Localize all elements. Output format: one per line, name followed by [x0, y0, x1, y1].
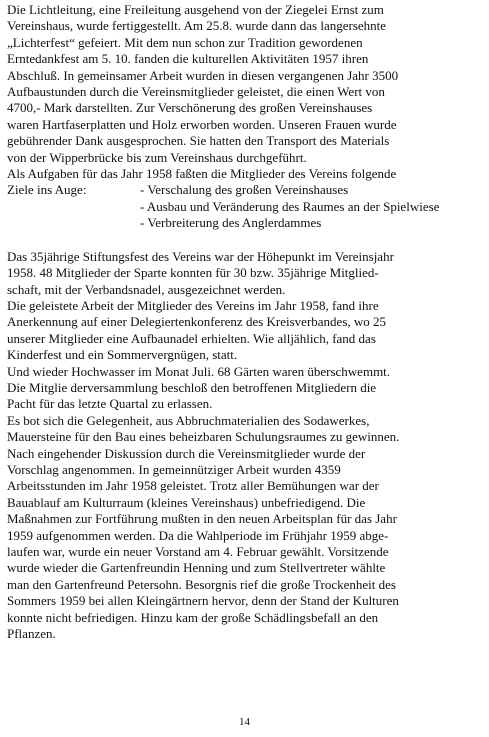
text-line: Vorschlag angenommen. In gemeinnütziger Arbeit wurden 4359	[7, 461, 341, 477]
text-line: Es bot sich die Gelegenheit, aus Abbruchmaterialien des Sodawerkes,	[7, 412, 370, 428]
goal-row-1	[7, 182, 475, 198]
text-line: waren Hartfaserplatten und Holz erworben worden. Unseren Frauen wurde	[7, 116, 397, 132]
text-line: Abschluß. In gemeinsamer Arbeit wurden in diesen vergangenen Jahr 3500	[7, 67, 399, 83]
text-line: Erntedankfest am 5. 10. fanden die kulturellen Aktivitäten 1957 ihren	[7, 51, 369, 67]
text-line: gebührender Dank ausgesprochen. Sie hatten den Transport des Materials	[7, 133, 390, 149]
text-line: Arbeitsstunden im Jahr 1958 geleistet. Trotz aller Bemühungen war der	[7, 478, 379, 494]
text-line: Anerkennung auf einer Delegiertenkonferenz des Kreisverbandes, wo 25	[7, 314, 387, 330]
goals-list	[7, 182, 475, 231]
text-line: Das 35jährige Stiftungsfest des Vereins war der Höhepunkt im Vereinsjahr	[7, 248, 394, 264]
text-line: Mauersteine für den Bau eines beheizbaren Schulungsraumes zu gewinnen.	[7, 429, 400, 445]
paragraph-1	[7, 2, 475, 182]
text-line: Kinderfest und ein Sommervergnügen, statt.	[7, 347, 238, 363]
text-line: Pflanzen.	[7, 626, 56, 642]
text-line: „Lichterfest“ gefeiert. Mit dem nun schon zur Tradition gewordenen	[7, 34, 363, 50]
text-line: 1958. 48 Mitglieder der Sparte konnten für 30 bzw. 35jährige Mitglied-	[7, 265, 379, 281]
goal-item: - Verbreiterung des Anglerdammes	[140, 215, 322, 231]
text-line: Als Aufgaben für das Jahr 1958 faßten die Mitglieder des Vereins folgende	[7, 166, 397, 182]
text-line: unserer Mitglieder eine Aufbaunadel erhielten. Wie alljählich, fand das	[7, 330, 376, 346]
text-line: Die geleistete Arbeit der Mitglieder des Vereins im Jahr 1958, fand ihre	[7, 297, 379, 313]
text-line: schaft, mit der Verbandsnadel, ausgezeichnet werden.	[7, 281, 286, 297]
text-line: man den Gartenfreund Petersohn. Besorgnis rief die große Trockenheit des	[7, 576, 396, 592]
paragraph-gap	[7, 232, 475, 249]
text-line: Maßnahmen zur Fortführung mußten in den neuen Arbeitsplan für das Jahr	[7, 511, 397, 527]
goal-row-3	[7, 215, 475, 231]
text-line: Pacht für das letzte Quartal zu erlassen.	[7, 396, 213, 412]
text-line: wurde wieder die Gartenfreundin Henning und zum Stellvertreter wählte	[7, 560, 386, 576]
text-line: Aufbaustunden durch die Vereinsmitglieder geleistet, die einen Wert von	[7, 84, 385, 100]
paragraph-2	[7, 249, 475, 643]
goal-item: - Verschalung des großen Vereinshauses	[140, 182, 349, 198]
text-line: Vereinshaus, wurde fertiggestellt. Am 25.8. wurde dann das langersehnte	[7, 18, 387, 34]
goal-item: - Ausbau und Veränderung des Raumes an der Spielwiese	[140, 198, 440, 214]
text-line: konnte nicht befriedigen. Hinzu kam der große Schädlingsbefall an den	[7, 609, 379, 625]
document-page	[7, 2, 475, 642]
goal-row-2	[7, 199, 475, 215]
text-line: Bauablauf am Kulturraum (kleines Vereinshaus) unbefriedigend. Die	[7, 494, 366, 510]
text-line: Und wieder Hochwasser im Monat Juli. 68 Gärten waren überschwemmt.	[7, 363, 391, 379]
text-line: 4700,- Mark darstellten. Zur Verschönerung des großen Vereinshauses	[7, 100, 373, 116]
text-line: von der Wipperbrücke bis zum Vereinshaus durchgeführt.	[7, 149, 307, 165]
text-line: Die Mitglie derversammlung beschloß den betroffenen Mitgliedern die	[7, 379, 377, 395]
goals-lead: Ziele ins Auge:	[7, 182, 87, 198]
text-line: Sommers 1959 bei allen Kleingärtnern hervor, denn der Stand der Kulturen	[7, 593, 399, 609]
page-number: 14	[239, 716, 250, 728]
text-line: laufen war, wurde ein neuer Vorstand am 4. Februar gewählt. Vorsitzende	[7, 544, 389, 559]
text-line: 1959 aufgenommen werden. Da die Wahlperiode im Frühjahr 1959 abge-	[7, 527, 389, 543]
text-line: Nach eingehender Diskussion durch die Vereinsmitglieder wurde der	[7, 445, 366, 461]
text-line: Die Lichtleitung, eine Freileitung ausgehend von der Ziegelei Ernst zum	[7, 2, 384, 17]
